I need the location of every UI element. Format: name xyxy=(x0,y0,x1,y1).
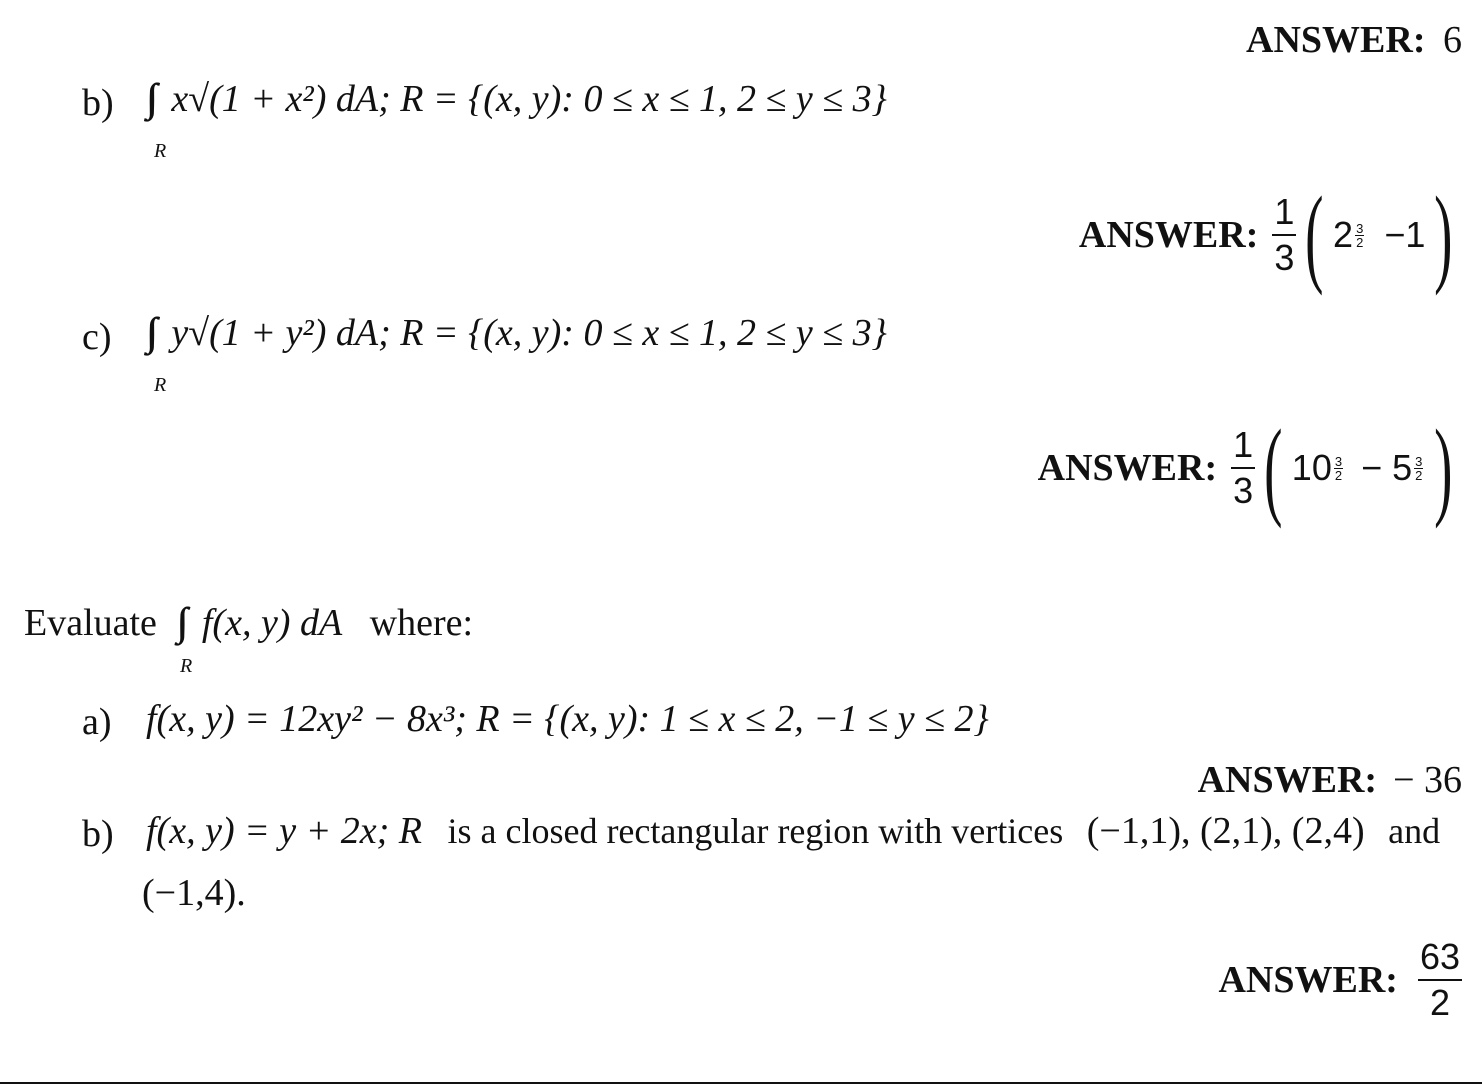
problem-c-integrand: y√(1 + y²) dA; R = {(x, y): 0 ≤ x ≤ 1, 2 ≤ y ≤ 3} xyxy=(171,312,887,354)
exponent-numerator: 3 xyxy=(1334,453,1343,469)
answer-base: 2 xyxy=(1333,214,1354,255)
evaluate-heading xyxy=(24,599,474,644)
answer-tail: −1 xyxy=(1384,214,1426,255)
part-b-label: b) xyxy=(82,813,114,855)
part-a-expression: f(x, y) = 12xy² − 8x³; R = {(x, y): 1 ≤ x ≤ 2, −1 ≤ y ≤ 2} xyxy=(146,698,989,740)
answer-label: ANSWER: xyxy=(1246,19,1426,61)
problem-c-region-sub: R xyxy=(154,374,167,396)
answer-label: ANSWER: xyxy=(1078,214,1259,256)
evaluate-suffix: where: xyxy=(369,602,474,644)
exponent-denominator: 2 xyxy=(1356,234,1364,250)
double-integral-symbol: ∫∫ xyxy=(146,75,148,120)
answer-value: 6 xyxy=(1443,19,1462,61)
fraction-numerator: 63 xyxy=(1418,939,1462,981)
part-b-and: and xyxy=(1388,811,1441,851)
left-paren: ( xyxy=(1264,407,1283,529)
problem-b-region-sub: R xyxy=(154,140,167,162)
double-integral-symbol: ∫∫ xyxy=(146,309,148,354)
problem-b-label: b) xyxy=(82,82,114,124)
exponent-numerator: 3 xyxy=(1415,453,1423,469)
part-b-text: is a closed rectangular region with vertices xyxy=(447,811,1064,851)
answer-label: ANSWER: xyxy=(1037,447,1218,489)
part-a-answer xyxy=(1198,758,1462,802)
bottom-rule xyxy=(0,1082,1482,1084)
right-paren: ) xyxy=(1434,174,1453,296)
answer-label: ANSWER: xyxy=(1218,959,1398,1001)
fraction-denominator: 3 xyxy=(1233,470,1254,511)
part-b-line-1 xyxy=(146,812,1440,850)
answer-base-1: 10 xyxy=(1291,447,1332,488)
answer-fraction xyxy=(1418,936,1462,1023)
answer-fraction xyxy=(1272,191,1296,278)
answer-exponent-1 xyxy=(1334,455,1343,482)
problem-c-integral xyxy=(146,309,887,354)
evaluate-prefix: Evaluate xyxy=(24,602,157,644)
right-paren: ) xyxy=(1434,407,1453,529)
fraction-numerator: 1 xyxy=(1272,194,1296,236)
problem-c-label: c) xyxy=(82,316,112,358)
problem-b-integral xyxy=(146,75,887,120)
fraction-denominator: 2 xyxy=(1429,982,1450,1023)
part-b-answer xyxy=(1218,930,1462,1030)
answer-fraction xyxy=(1231,424,1255,511)
evaluate-expression: f(x, y) dA xyxy=(201,602,343,644)
problem-b-answer xyxy=(1079,175,1462,295)
answer-value: − 36 xyxy=(1393,759,1462,801)
answer-top xyxy=(1246,18,1462,62)
problem-c-answer xyxy=(1038,408,1462,528)
double-integral-symbol: ∫∫ xyxy=(176,599,179,644)
answer-exponent xyxy=(1355,222,1364,249)
problem-b-integrand: x√(1 + x²) dA; R = {(x, y): 0 ≤ x ≤ 1, 2 ≤ y ≤ 3} xyxy=(171,78,887,120)
answer-label: ANSWER: xyxy=(1197,759,1378,801)
left-paren: ( xyxy=(1305,174,1324,296)
answer-exponent-2 xyxy=(1414,455,1423,482)
exponent-denominator: 2 xyxy=(1334,467,1343,483)
part-a-label: a) xyxy=(82,701,112,743)
fraction-numerator: 1 xyxy=(1231,427,1255,469)
fraction-denominator: 3 xyxy=(1274,237,1295,278)
part-b-expression: f(x, y) = y + 2x; R xyxy=(146,810,422,852)
part-b-vertices: (−1,1), (2,1), (2,4) xyxy=(1086,810,1365,852)
part-b-last-vertex: (−1,4). xyxy=(142,872,246,914)
answer-minus-base: − 5 xyxy=(1361,447,1413,488)
exponent-numerator: 3 xyxy=(1356,220,1364,236)
evaluate-region-sub: R xyxy=(180,655,193,677)
exponent-denominator: 2 xyxy=(1415,467,1423,483)
